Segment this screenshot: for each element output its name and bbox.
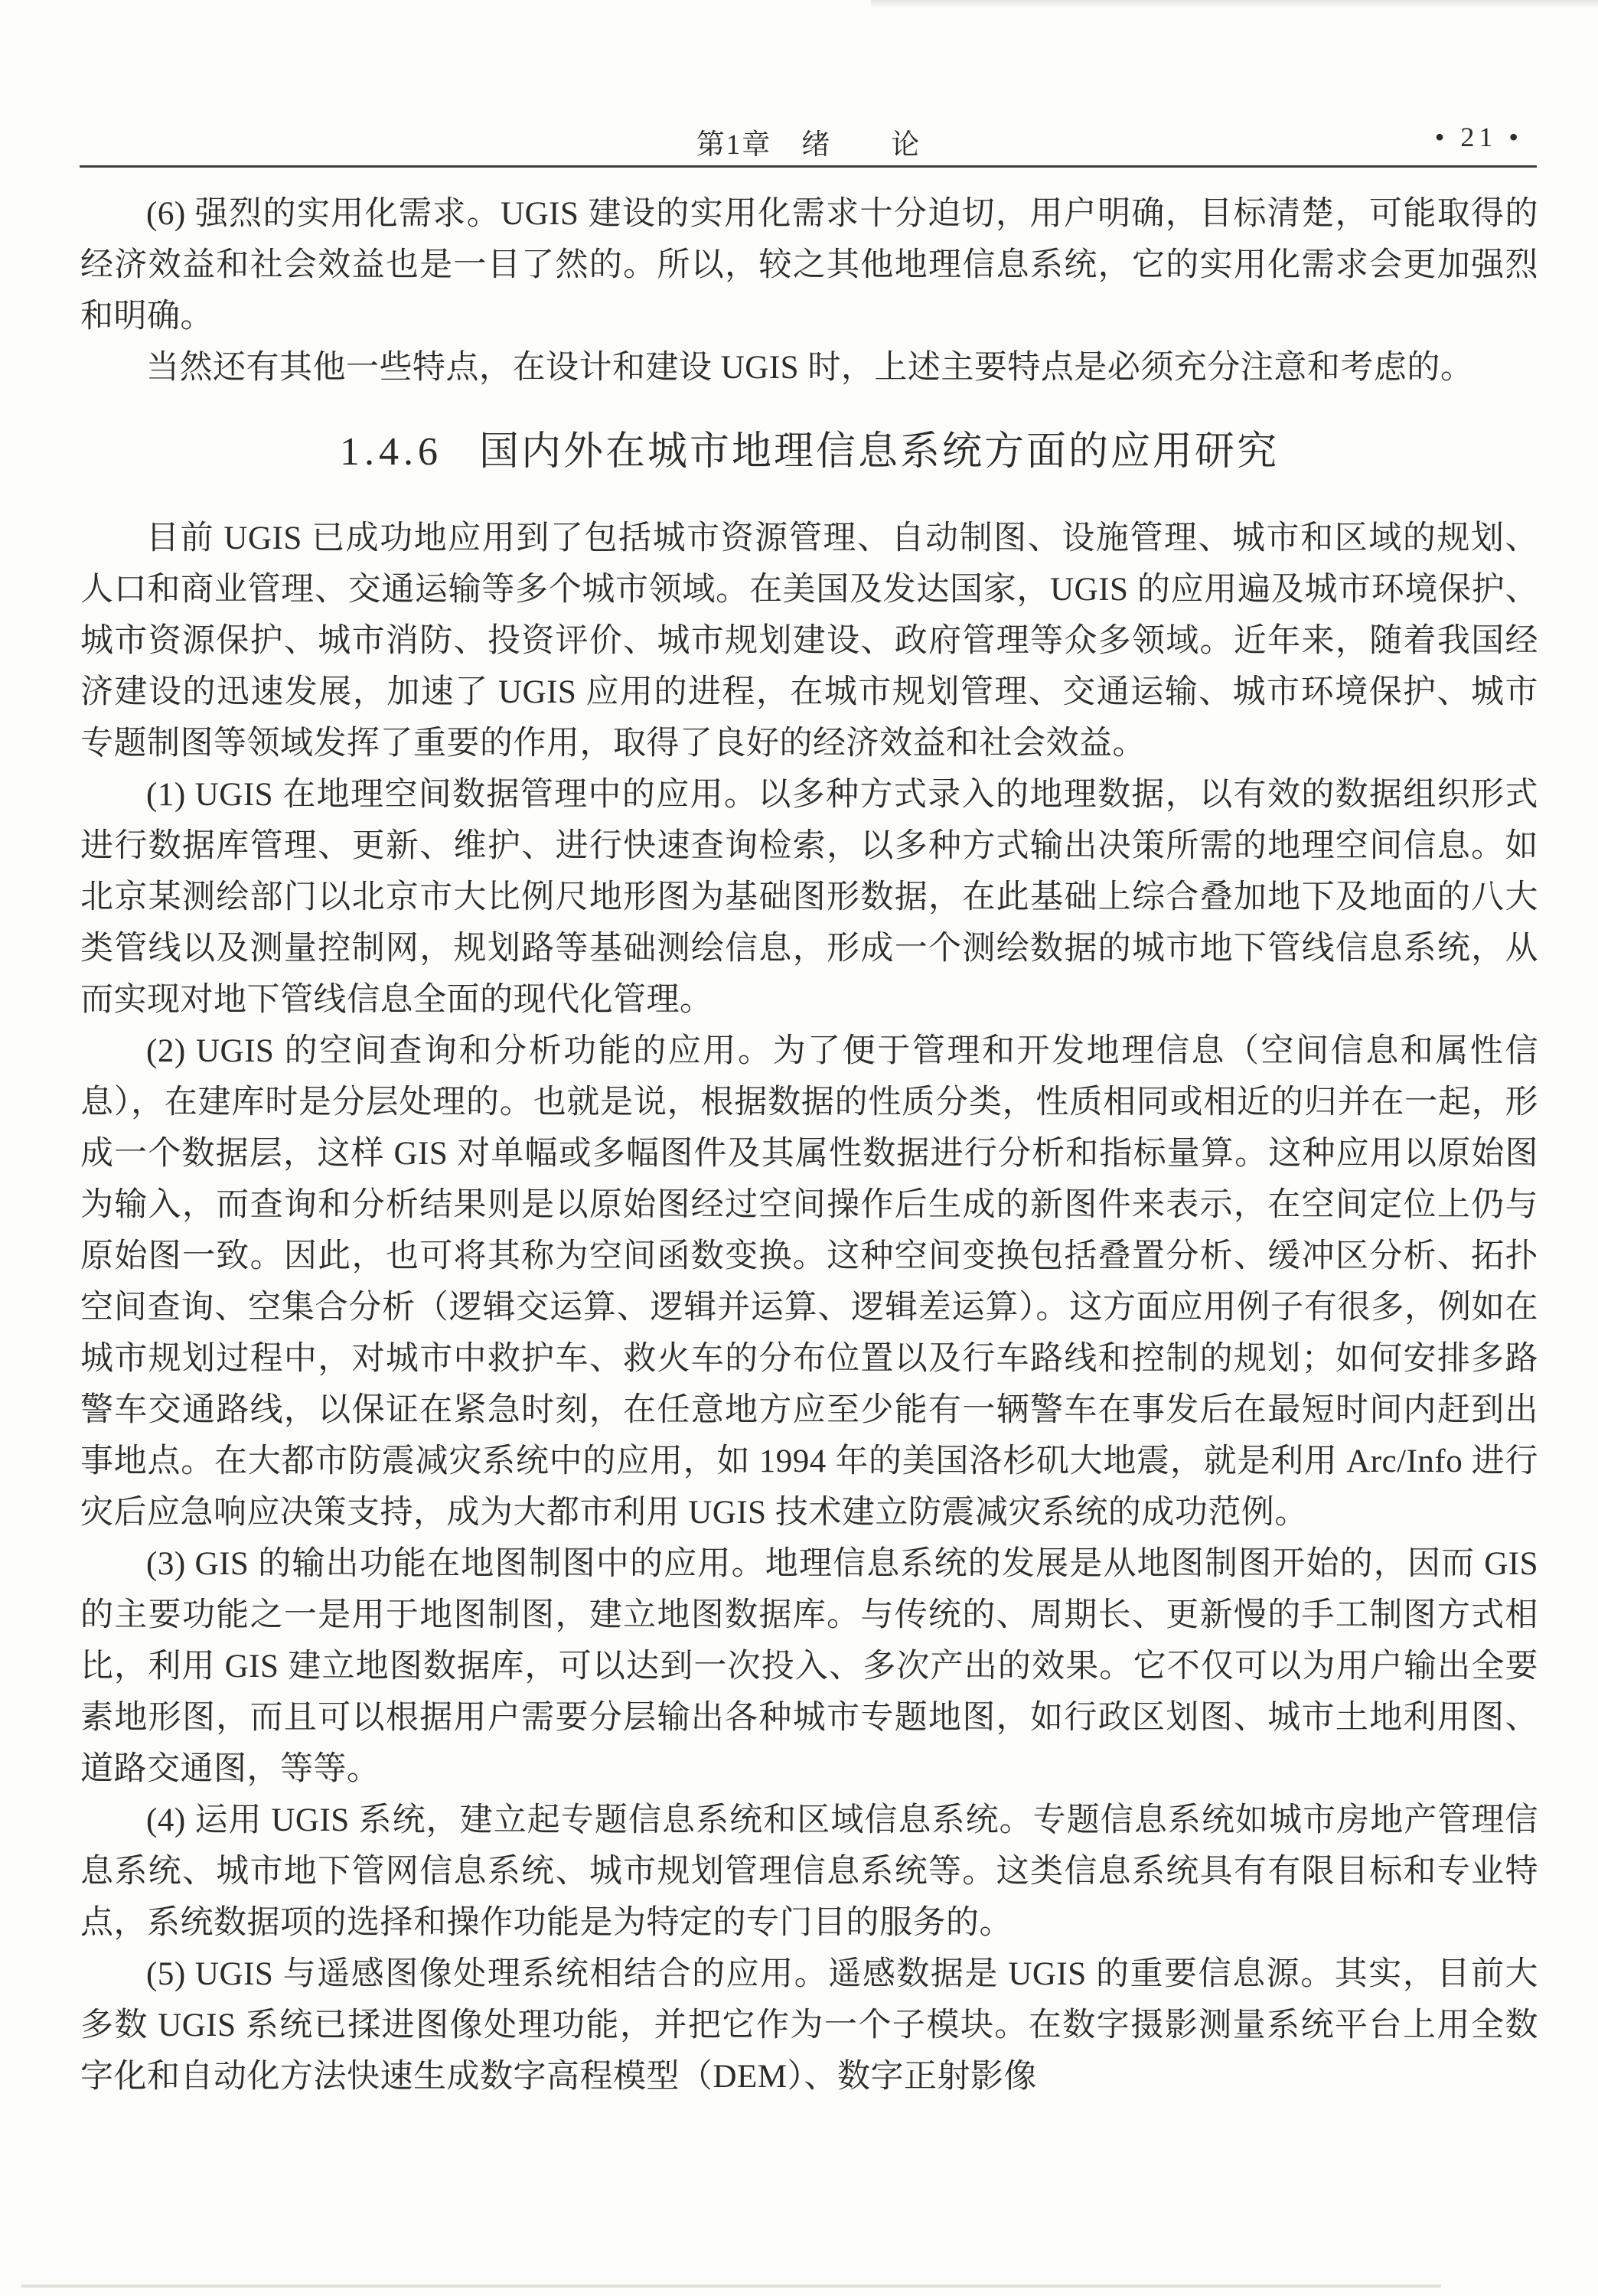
section-heading	[80, 426, 1538, 479]
scan-artifact-bottom	[21, 2285, 1441, 2288]
page-number: • 21 •	[1434, 122, 1523, 152]
section-number: 1.4.6	[339, 430, 442, 474]
chapter-title: 第1章 绪 论	[696, 129, 921, 161]
paragraph: (2) UGIS 的空间查询和分析功能的应用。为了便于管理和开发地理信息（空间信息和属性信息），在建库时是分层处理的。也就是说，根据数据的性质分类，性质相同或相近的归并在一起，形成一个数据层，这样 GIS 对单幅或多幅图件及其属性数据进行分析和指标量算。这种应用以原始图为输入，而查询和分析结果则是以原始图经过空间操作后生成的新图件来表示，在空间定位上仍与原始图一致。因此，也可将其称为空间函数变换。这种空间变换包括叠置分析、缓冲区分析、拓扑空间查询、空集合分析（逻辑交运算、逻辑并运算、逻辑差运算）。这方面应用例子有很多，例如在城市规划过程中，对城市中救护车、救火车的分布位置以及行车路线和控制的规划；如何安排多路警车交通路线，以保证在紧急时刻，在任意地方应至少能有一辆警车在事发后在最短时间内赶到出事地点。在大都市防震减灾系统中的应用，如 1994 年的美国洛杉矶大地震，就是利用 Arc/Info 进行灾后应急响应决策支持，成为大都市利用 UGIS 技术建立防震减灾系统的成功范例。	[80, 1033, 1538, 1531]
paragraph: (1) UGIS 在地理空间数据管理中的应用。以多种方式录入的地理数据，以有效的数据组织形式进行数据库管理、更新、维护、进行快速查询检索，以多种方式输出决策所需的地理空间信息。如北京某测绘部门以北京市大比例尺地形图为基础图形数据，在此基础上综合叠加地下及地面的八大类管线以及测量控制网，规划路等基础测绘信息，形成一个测绘数据的城市地下管线信息系统，从而实现对地下管线信息全面的现代化管理。	[80, 777, 1538, 1018]
scan-artifact-top	[871, 0, 1598, 8]
header-rule	[80, 165, 1537, 168]
paragraph: (6) 强烈的实用化需求。UGIS 建设的实用化需求十分迫切，用户明确，目标清楚，可能取得的经济效益和社会效益也是一目了然的。所以，较之其他地理信息系统，它的实用化需求会更加强烈和明确。	[80, 196, 1538, 334]
section-title: 国内外在城市地理信息系统方面的应用研究	[478, 430, 1279, 474]
paragraph: 目前 UGIS 已成功地应用到了包括城市资源管理、自动制图、设施管理、城市和区域的规划、人口和商业管理、交通运输等多个城市领域。在美国及发达国家，UGIS 的应用遍及城市环境保护、城市资源保护、城市消防、投资评价、城市规划建设、政府管理等众多领域。近年来，随着我国经济建设的迅速发展，加速了 UGIS 应用的进程，在城市规划管理、交通运输、城市环境保护、城市专题制图等领域发挥了重要的作用，取得了良好的经济效益和社会效益。	[80, 520, 1538, 762]
page-content	[80, 188, 1538, 2102]
paragraph: (4) 运用 UGIS 系统，建立起专题信息系统和区域信息系统。专题信息系统如城市房地产管理信息系统、城市地下管网信息系统、城市规划管理信息系统等。这类信息系统具有有限目标和专业特点，系统数据项的选择和操作功能是为特定的专门目的服务的。	[80, 1802, 1538, 1941]
running-header	[80, 121, 1537, 161]
paragraph: 当然还有其他一些特点，在设计和建设 UGIS 时，上述主要特点是必须充分注意和考虑的。	[146, 350, 1474, 386]
paragraph: (5) UGIS 与遥感图像处理系统相结合的应用。遥感数据是 UGIS 的重要信息源。其实，目前大多数 UGIS 系统已揉进图像处理功能，并把它作为一个子模块。在数字摄影测量系统平台上用全数字化和自动化方法快速生成数字高程模型（DEM）、数字正射影像	[80, 1956, 1538, 2095]
paragraph: (3) GIS 的输出功能在地图制图中的应用。地理信息系统的发展是从地图制图开始的，因而 GIS 的主要功能之一是用于地图制图，建立地图数据库。与传统的、周期长、更新慢的手工制图方式相比，利用 GIS 建立地图数据库，可以达到一次投入、多次产出的效果。它不仅可以为用户输出全要素地形图，而且可以根据用户需要分层输出各种城市专题地图，如行政区划图、城市土地利用图、道路交通图，等等。	[80, 1546, 1538, 1787]
